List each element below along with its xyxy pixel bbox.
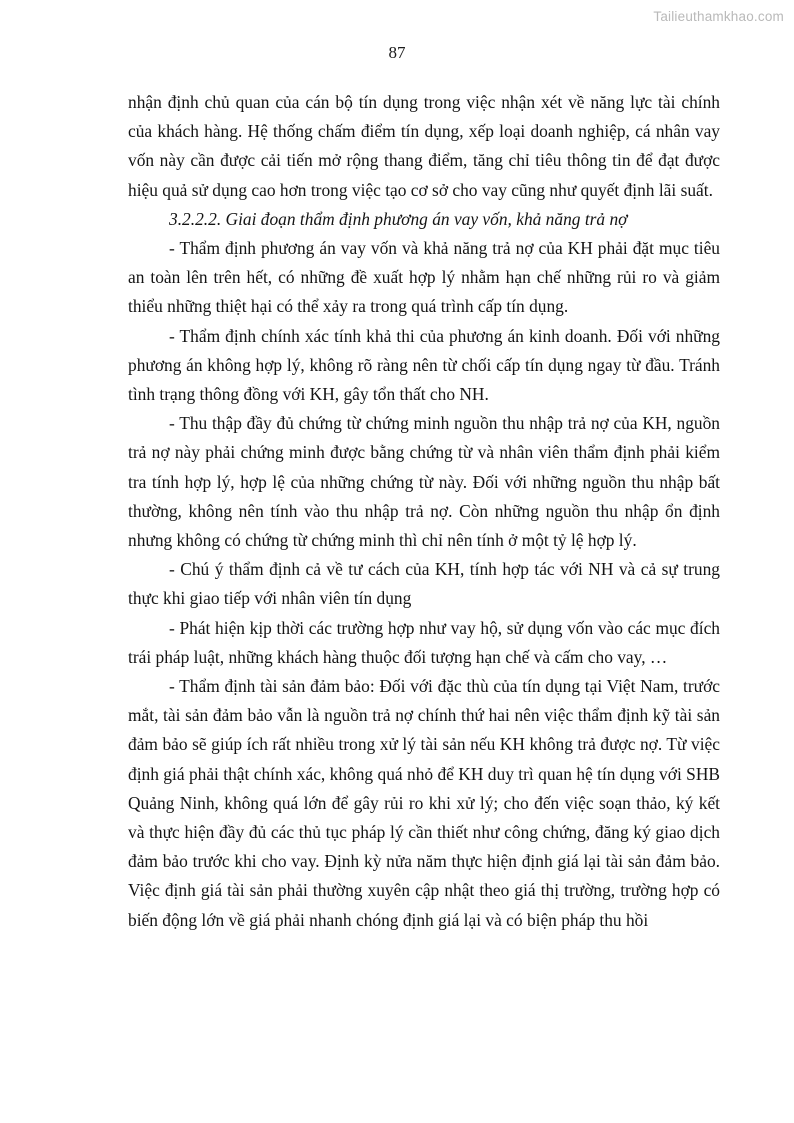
paragraph-dash-item: - Thu thập đầy đủ chứng từ chứng minh nguồn thu nhập trả nợ của KH, nguồn trả nợ này phải chứng minh được bằng chứng từ và nhân viên thẩm định phải kiểm tra tính hợp lý, hợp lệ của những chứng từ này. Đối với những nguồn thu nhập bất thường, không nên tính vào thu nhập trả nợ. Còn những nguồn thu nhập ổn định nhưng không có chứng từ chứng minh thì chỉ nên tính ở một tỷ lệ hợp lý.: [128, 413, 720, 551]
site-watermark: Tailieuthamkhao.com: [653, 9, 784, 24]
paragraph-dash-item: - Chú ý thẩm định cả về tư cách của KH, tính hợp tác với NH và cả sự trung thực khi giao tiếp với nhân viên tín dụng: [128, 559, 720, 609]
page-number: 87: [388, 43, 406, 62]
section-subheading: 3.2.2.2. Giai đoạn thẩm định phương án vay vốn, khả năng trả nợ: [169, 208, 628, 229]
paragraph-dash-item: - Phát hiện kịp thời các trường hợp như vay hộ, sử dụng vốn vào các mục đích trái pháp luật, những khách hàng thuộc đối tượng hạn chế và cấm cho vay, …: [128, 617, 720, 667]
paragraph-continuation: nhận định chủ quan của cán bộ tín dụng trong việc nhận xét về năng lực tài chính của khách hàng. Hệ thống chấm điểm tín dụng, xếp loại doanh nghiệp, cá nhân vay vốn này cần được cải tiến mở rộng thang điểm, tăng chỉ tiêu thông tin để đạt được hiệu quả sử dụng cao hơn trong việc tạo cơ sở cho vay cũng như quyết định lãi suất.: [128, 92, 720, 200]
paragraph-dash-item: - Thẩm định chính xác tính khả thi của phương án kinh doanh. Đối với những phương án không hợp lý, không rõ ràng nên từ chối cấp tín dụng ngay từ đầu. Tránh tình trạng thông đồng với KH, gây tổn thất cho NH.: [128, 325, 720, 405]
paragraph-dash-item: - Thẩm định phương án vay vốn và khả năng trả nợ của KH phải đặt mục tiêu an toàn lên trên hết, có những đề xuất hợp lý nhằm hạn chế những rủi ro và giảm thiểu những thiệt hại có thể xảy ra trong quá trình cấp tín dụng.: [128, 238, 720, 317]
page-text-body: [128, 88, 720, 935]
paragraph-dash-item: - Thẩm định tài sản đảm bảo: Đối với đặc thù của tín dụng tại Việt Nam, trước mắt, tài sản đảm bảo vẫn là nguồn trả nợ chính thứ hai nên việc thẩm định kỹ tài sản đảm bảo sẽ giúp ích rất nhiều trong xử lý tài sản nếu KH không trả được nợ. Từ việc định giá phải thật chính xác, không quá nhỏ để KH duy trì quan hệ tín dụng với SHB Quảng Ninh, không quá lớn để gây rủi ro khi xử lý; cho đến việc soạn thảo, ký kết và thực hiện đầy đủ các thủ tục pháp lý cần thiết như công chứng, đăng ký giao dịch đảm bảo trước khi cho vay. Định kỳ nửa năm thực hiện định giá lại tài sản đảm bảo. Việc định giá tài sản phải thường xuyên cập nhật theo giá thị trường, trường hợp có biến động lớn về giá phải nhanh chóng định giá lại và có biện pháp thu hồi: [128, 676, 720, 930]
